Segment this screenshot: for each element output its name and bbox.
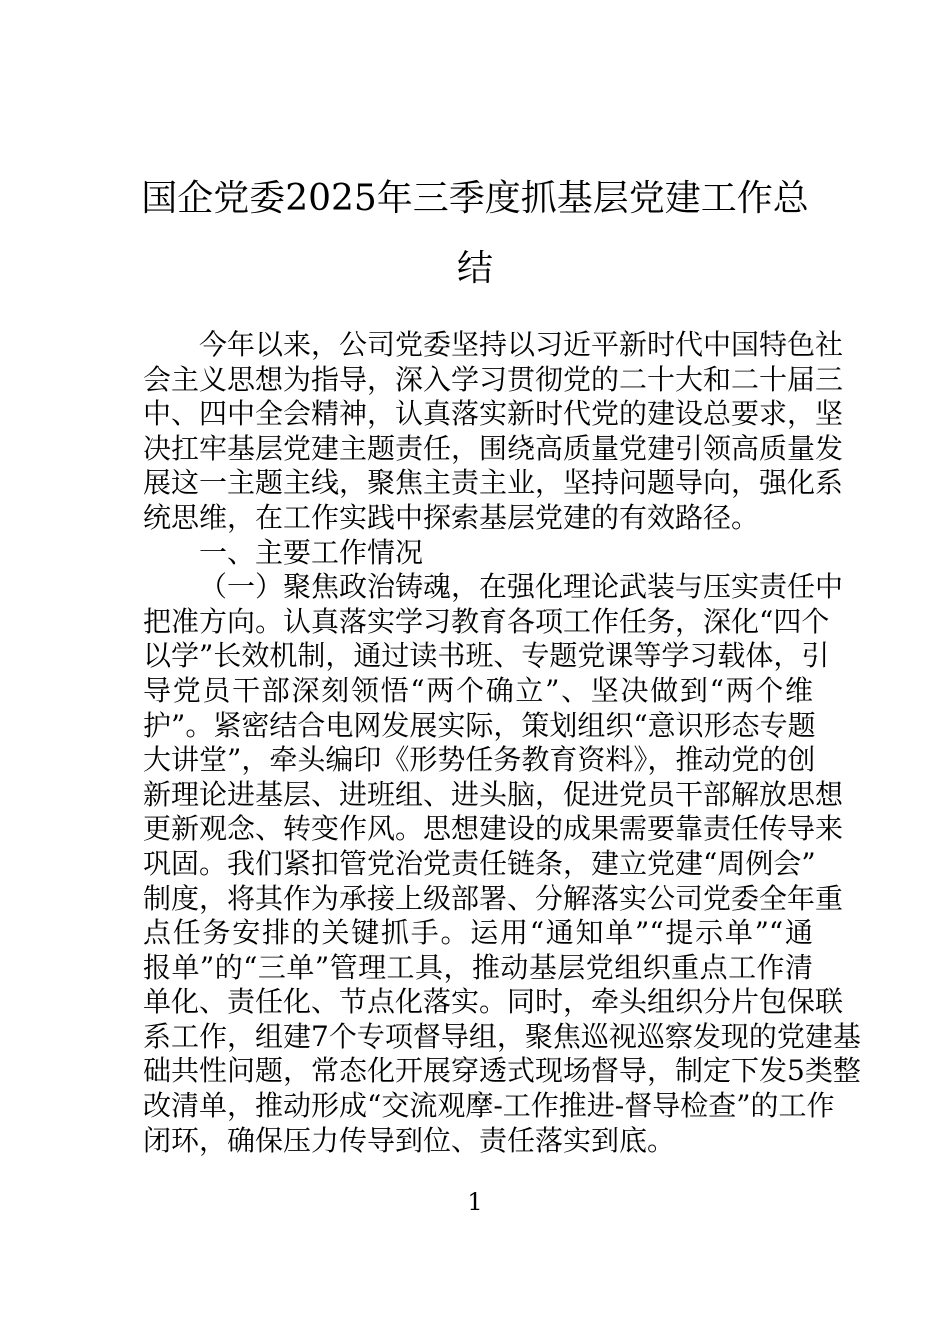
text-line: 导党员干部深刻领悟“两个确立”、坚决做到“两个维 xyxy=(143,673,813,707)
text-line: 巩固。我们紧扣管党治党责任链条，建立党建“周例会” xyxy=(143,846,816,880)
document-title xyxy=(120,164,830,304)
paragraph-intro xyxy=(143,328,844,536)
page-number: 1 xyxy=(467,1188,483,1216)
text-line: 把准方向。认真落实学习教育各项工作任务，深化“四个 xyxy=(143,604,830,638)
title-line: 国企党委2025年三季度抓基层党建工作总 xyxy=(141,178,809,219)
text-line: 更新观念、转变作风。思想建设的成果需要靠责任传导来 xyxy=(143,812,844,846)
text-line: 大讲堂”，牵头编印《形势任务教育资料》，推动党的创 xyxy=(143,743,816,777)
paragraph-section-1 xyxy=(143,570,861,1158)
text-line: （一）聚焦政治铸魂，在强化理论武装与压实责任中 xyxy=(199,570,844,604)
text-line: 今年以来，公司党委坚持以习近平新时代中国特色社 xyxy=(199,328,844,361)
section-heading xyxy=(143,536,813,571)
text-line: 础共性问题，常态化开展穿透式现场督导，制定下发5类整 xyxy=(143,1054,861,1088)
text-line: 会主义思想为指导，深入学习贯彻党的二十大和二十届三 xyxy=(143,362,844,396)
text-line: 单化、责任化、节点化落实。同时，牵头组织分片包保联 xyxy=(143,985,844,1019)
text-line: 以学”长效机制，通过读书班、专题党课等学习载体，引 xyxy=(143,639,830,673)
text-line: 新理论进基层、进班组、进头脑，促进党员干部解放思想 xyxy=(143,777,844,811)
text-line: 统思维，在工作实践中探索基层党建的有效路径。 xyxy=(143,500,760,534)
text-line: 展这一主题主线，聚焦主责主业，坚持问题导向，强化系 xyxy=(143,466,844,500)
title-line: 结 xyxy=(456,248,493,289)
text-line: 制度，将其作为承接上级部署、分解落实公司党委全年重 xyxy=(143,881,844,915)
document-body xyxy=(143,328,861,1158)
text-line: 报单”的“三单”管理工具，推动基层党组织重点工作清 xyxy=(143,950,813,984)
text-line: 决扛牢基层党建主题责任，围绕高质量党建引领高质量发 xyxy=(143,431,844,465)
text-line: 闭环，确保压力传导到位、责任落实到底。 xyxy=(143,1123,676,1157)
text-line: 点任务安排的关键抓手。运用“通知单”“提示单”“通 xyxy=(143,916,813,950)
text-line: 护”。紧密结合电网发展实际，策划组织“意识形态专题 xyxy=(143,708,816,742)
text-line: 改清单，推动形成“交流观摩-工作推进-督导检查”的工作 xyxy=(143,1089,835,1123)
heading-line: 一、主要工作情况 xyxy=(199,535,424,569)
text-line: 系工作，组建7个专项督导组，聚焦巡视巡察发现的党建基 xyxy=(143,1019,861,1053)
text-line: 中、四中全会精神，认真落实新时代党的建设总要求，坚 xyxy=(143,397,844,431)
